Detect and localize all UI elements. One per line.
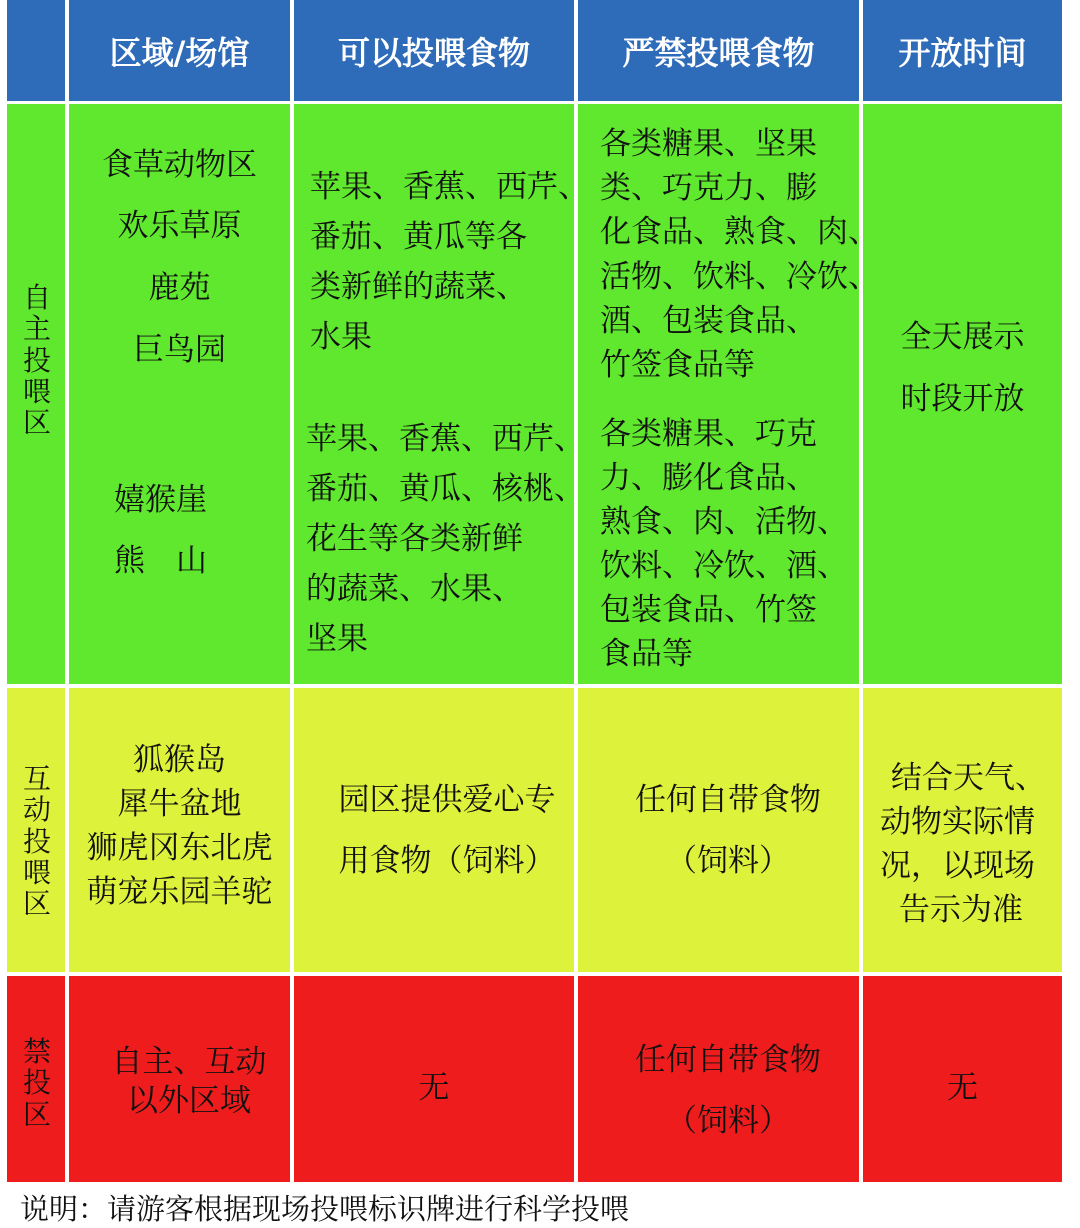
area-outside: 以外区域 [127,1083,251,1119]
forbidden-line: 任何自带食物 [635,1042,821,1078]
allowed-line: 番茄、黄瓜、核桃、 [306,471,585,507]
allowed-line: 番茄、黄瓜等各 [310,219,527,255]
interactive-forbidden-cell [578,688,859,972]
forbidden-line: 活物、饮料、冷饮、 [600,259,879,295]
hours-line: 结合天气、 [891,760,1046,796]
hours-line: 况，以现场 [880,848,1035,884]
interactive-label: 互 动 投 喂 区 [22,762,51,921]
forbidden-line: 各类糖果、坚果 [600,126,817,162]
header-area: 区域/场馆 [69,0,290,101]
forbidden-line: 任何自带食物 [635,782,821,818]
hours-line: 告示为准 [899,892,1023,928]
area-herbivore: 食草动物区 [102,147,257,183]
forbidden-line: 力、膨化食品、 [600,460,817,496]
forbidden-line: （饲料） [666,1103,790,1139]
area-giant-bird: 巨鸟园 [133,332,226,368]
allowed-line: 花生等各类新鲜 [306,521,523,557]
forbidden-line: 竹签食品等 [600,347,755,383]
allowed-line: 园区提供爱心专 [338,782,556,818]
header-forbidden: 严禁投喂食物 [578,0,859,101]
hours-line: 全天展示 [900,319,1025,355]
forbidden-line: 熟食、肉、活物、 [600,504,848,540]
area-lemur-island: 狐猴岛 [133,742,226,778]
forbidden-line: 饮料、冷饮、酒、 [600,548,848,584]
allowed-line: 苹果、香蕉、西芹、 [310,169,589,205]
header-allowed: 可以投喂食物 [294,0,574,101]
allowed-line: 水果 [310,319,372,355]
area-pet-alpaca: 萌宠乐园羊驼 [86,874,273,910]
allowed-line: 坚果 [306,621,368,657]
hours-none: 无 [947,1070,978,1106]
hours-line: 动物实际情 [880,804,1035,840]
no-feed-label: 禁 投 区 [22,1035,51,1131]
header-spacer [7,0,65,101]
forbidden-line: （饲料） [666,843,790,879]
forbidden-line: 包装食品、竹签 [600,592,817,628]
area-bear-mountain: 熊 山 [114,543,207,579]
allowed-line: 用食物（饲料） [338,843,556,879]
forbidden-line: 食品等 [600,636,693,672]
area-outside: 自主、互动 [111,1044,267,1080]
area-monkey-cliff: 嬉猴崖 [114,482,207,518]
forbidden-line: 酒、包装食品、 [600,303,817,339]
forbidden-line: 各类糖果、巧克 [600,416,817,452]
area-deer-park: 鹿苑 [148,270,211,306]
self-feed-label: 自 主 投 喂 区 [22,281,51,440]
area-grassland: 欢乐草原 [117,208,242,244]
allowed-none: 无 [418,1070,450,1106]
interactive-allowed-cell [294,688,574,972]
forbidden-line: 化食品、熟食、肉、 [600,214,879,250]
allowed-line: 的蔬菜、水果、 [306,571,523,607]
footnote: 说明：请游客根据现场投喂标识牌进行科学投喂 [20,1192,630,1226]
header-hours: 开放时间 [863,0,1062,101]
allowed-line: 苹果、香蕉、西芹、 [306,421,585,457]
area-rhino-basin: 犀牛盆地 [117,786,242,822]
forbidden-line: 类、巧克力、膨 [600,170,817,206]
hours-line: 时段开放 [900,381,1025,417]
allowed-line: 类新鲜的蔬菜、 [310,269,527,305]
self-feed-area-cell [69,104,290,684]
no-feed-forbidden-cell [578,976,859,1182]
area-tiger-hill: 狮虎冈东北虎 [86,830,273,866]
